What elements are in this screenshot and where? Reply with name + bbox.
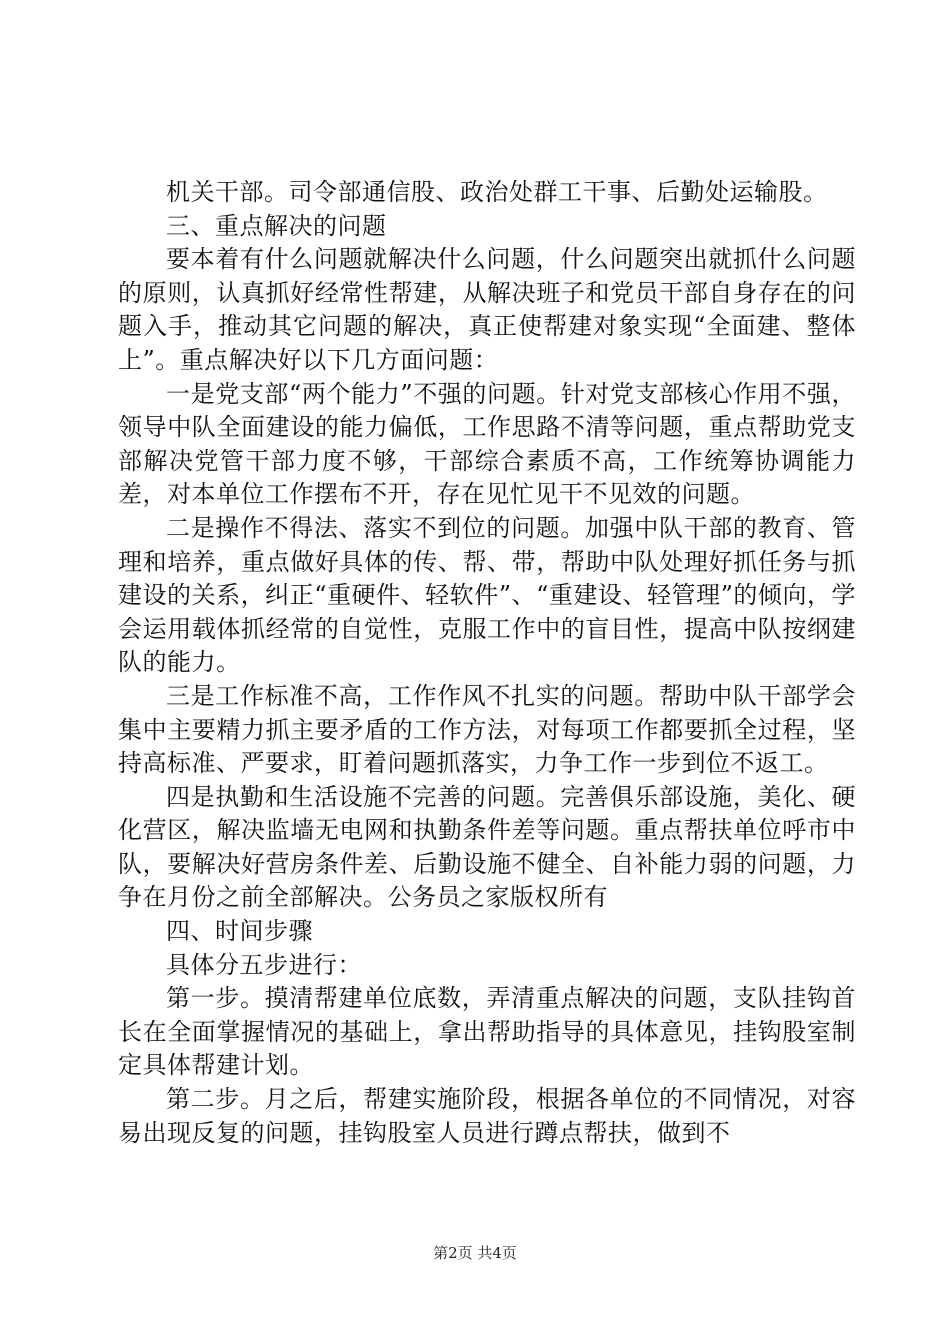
document-body [118,176,856,1150]
section-heading: 四、时间步骤 [166,917,313,946]
paragraph: 一是党支部“两个能力”不强的问题。针对党支部核心作用不强，领导中队全面建设的能力偏低，工作思路不清等问题，重点帮助党支部解决党管干部力度不够，干部综合素质不高，工作统筹协调能力差，对本单位工作摆布不开，存在见忙见干不见效的问题。 [118,379,856,509]
page-number-footer: 第2页 共4页 [433,1244,517,1262]
section-heading: 三、重点解决的问题 [166,211,387,240]
paragraph: 四是执勤和生活设施不完善的问题。完善俱乐部设施，美化、硬化营区，解决监墙无电网和执勤条件差等问题。重点帮扶单位呼市中队，要解决好营房条件差、后勤设施不健全、自补能力弱的问题，力争在月份之前全部解决。公务员之家版权所有 [118,782,856,912]
paragraph: 要本着有什么问题就解决什么问题，什么问题突出就抓什么问题的原则，认真抓好经常性帮建，从解决班子和党员干部自身存在的问题入手，推动其它问题的解决，真正使帮建对象实现“全面建、整体上”。重点解决好以下几方面问题： [118,245,856,374]
subheading: 具体分五步进行： [166,950,362,979]
paragraph: 三是工作标准不高，工作作风不扎实的问题。帮助中队干部学会集中主要精力抓主要矛盾的工作方法，对每项工作都要抓全过程，坚持高标准、严要求，盯着问题抓落实，力争工作一步到位不返工。 [118,681,856,778]
paragraph: 二是操作不得法、落实不到位的问题。加强中队干部的教育、管理和培养，重点做好具体的传、帮、带，帮助中队处理好抓任务与抓建设的关系，纠正“重硬件、轻软件”、“重建设、轻管理”的倾向，学会运用载体抓经常的自觉性，克服工作中的盲目性，提高中队按纲建队的能力。 [118,513,856,677]
paragraph: 第一步。摸清帮建单位底数，弄清重点解决的问题，支队挂钩首长在全面掌握情况的基础上，拿出帮助指导的具体意见，挂钩股室制定具体帮建计划。 [118,984,856,1080]
paragraph: 第二步。月之后，帮建实施阶段，根据各单位的不同情况，对容易出现反复的问题，挂钩股室人员进行蹲点帮扶，做到不 [118,1085,856,1147]
paragraph: 机关干部。司令部通信股、政治处群工干事、后勤处运输股。 [166,178,828,206]
